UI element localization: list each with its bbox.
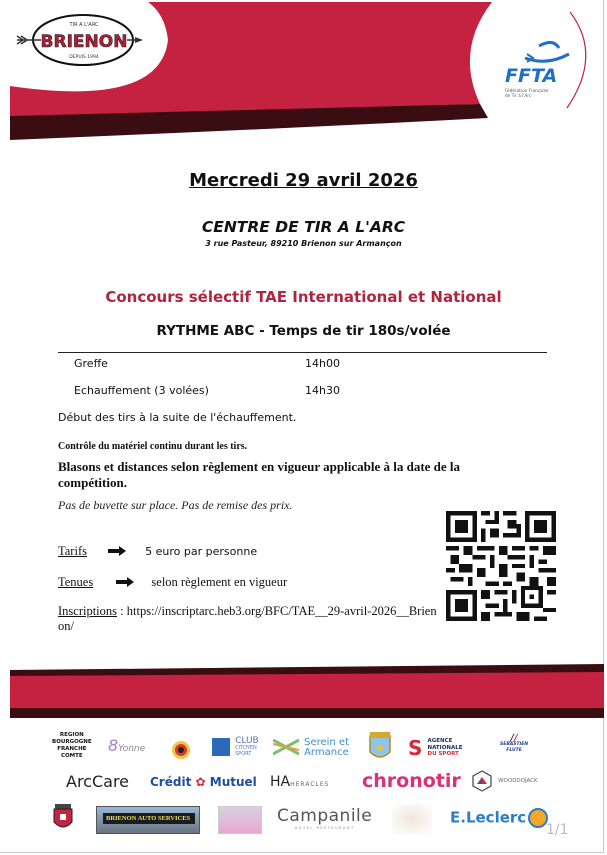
tenues-label: Tenues bbox=[58, 575, 94, 589]
sponsor-archery-target-logo bbox=[168, 734, 194, 764]
sponsor-town-coat-of-arms bbox=[52, 804, 74, 832]
sponsor-sebastien-flute: ∕∕ SEBASTIEN FLUTE bbox=[500, 733, 529, 753]
sponsor-region-bfc: REGION BOURGOGNE FRANCHE COMTE bbox=[52, 732, 92, 759]
schedule-time-warmup: 14h30 bbox=[305, 384, 340, 397]
sponsor-brienon-coat-of-arms bbox=[368, 732, 392, 762]
sponsor-serein-armance: Serein et Armance bbox=[273, 738, 349, 759]
sponsor-chronotir: chronotir bbox=[362, 770, 461, 792]
info-inscriptions: Inscriptions : https://inscriptarc.heb3.org/BFC/TAE__29-avril-2026__Brienon/ bbox=[58, 604, 437, 633]
note-targets-distances: Blasons et distances selon règlement en vigueur applicable à la date de la compétition. bbox=[58, 459, 461, 490]
tarifs-value: 5 euro par personne bbox=[145, 545, 258, 558]
tenues-value: selon règlement en vigueur bbox=[151, 575, 288, 589]
divider bbox=[58, 352, 547, 353]
tarifs-label: Tarifs bbox=[58, 544, 87, 558]
shooting-rhythm: RYTHME ABC - Temps de tir 180s/volée bbox=[156, 323, 451, 339]
arrow-right-icon bbox=[116, 577, 134, 587]
sponsor-artisan-logo bbox=[392, 804, 432, 834]
competition-title: Concours sélectif TAE International et National bbox=[105, 288, 502, 306]
ffta-federation-logo bbox=[495, 10, 605, 110]
svg-text:TIR A L'ARC: TIR A L'ARC bbox=[69, 22, 99, 28]
info-tarifs bbox=[58, 540, 257, 559]
note-start: Début des tirs à la suite de l'échauffement. bbox=[58, 411, 297, 424]
svg-text:FFTA: FFTA bbox=[505, 65, 558, 87]
hexagon-logo-icon bbox=[471, 770, 493, 792]
sponsor-campanile: Campanile HOTEL RESTAURANT bbox=[277, 806, 373, 830]
sponsor-heracles: HAHERACLES bbox=[270, 774, 330, 790]
sponsor-arccare: ArcCare bbox=[66, 772, 130, 791]
sponsor-florist bbox=[218, 806, 262, 834]
sponsor-club-citoyen-sport: CLUB CITOYEN SPORT bbox=[212, 738, 259, 757]
note-misc: Pas de buvette sur place. Pas de remise des prix. bbox=[58, 498, 293, 512]
schedule-label-warmup: Echauffement (3 volées) bbox=[74, 384, 209, 397]
info-tenues bbox=[58, 571, 287, 590]
sponsor-wooddojack: WOODDOJACK bbox=[471, 770, 538, 792]
inscriptions-label: Inscriptions bbox=[58, 604, 118, 618]
svg-text:DEPUIS 1994: DEPUIS 1994 bbox=[69, 55, 99, 60]
schedule-time-registration: 14h00 bbox=[305, 357, 340, 370]
svg-text:Fédération Française: Fédération Française bbox=[505, 88, 549, 93]
venue-address: 3 rue Pasteur, 89210 Brienon sur Armançon bbox=[205, 239, 402, 248]
brienon-club-logo bbox=[15, 12, 145, 68]
registration-qr-code[interactable] bbox=[446, 511, 556, 621]
sponsor-credit-mutuel: Crédit ✿ Mutuel bbox=[150, 775, 257, 789]
page-edge-bottom bbox=[0, 852, 604, 853]
sponsor-yonne: 8Yonne bbox=[108, 736, 146, 755]
schedule-label-registration: Greffe bbox=[74, 357, 108, 370]
sponsor-brienon-auto-services: BRIENON AUTO SERVICES bbox=[96, 806, 200, 834]
arrow-right-icon bbox=[108, 546, 126, 556]
note-equipment-control: Contrôle du matériel continu durant les tirs. bbox=[58, 441, 248, 452]
event-date: Mercredi 29 avril 2026 bbox=[189, 170, 418, 191]
serein-cross-icon bbox=[273, 738, 299, 756]
venue-name: CENTRE DE TIR A L'ARC bbox=[201, 218, 406, 236]
svg-text:BRIENON: BRIENON bbox=[40, 32, 128, 52]
inscriptions-url[interactable]: https://inscriptarc.heb3.org/BFC/TAE__29-avril-2026__Brienon/ bbox=[58, 604, 437, 633]
sponsor-leclerc: E.Leclerc bbox=[450, 808, 548, 828]
svg-text:de Tir à l'Arc: de Tir à l'Arc bbox=[505, 93, 532, 98]
footer-banner bbox=[10, 662, 604, 718]
sponsor-agence-nationale-sport: S AGENCE NATIONALE DU SPORT bbox=[408, 736, 463, 760]
page-indicator: 1/1 bbox=[546, 822, 569, 838]
